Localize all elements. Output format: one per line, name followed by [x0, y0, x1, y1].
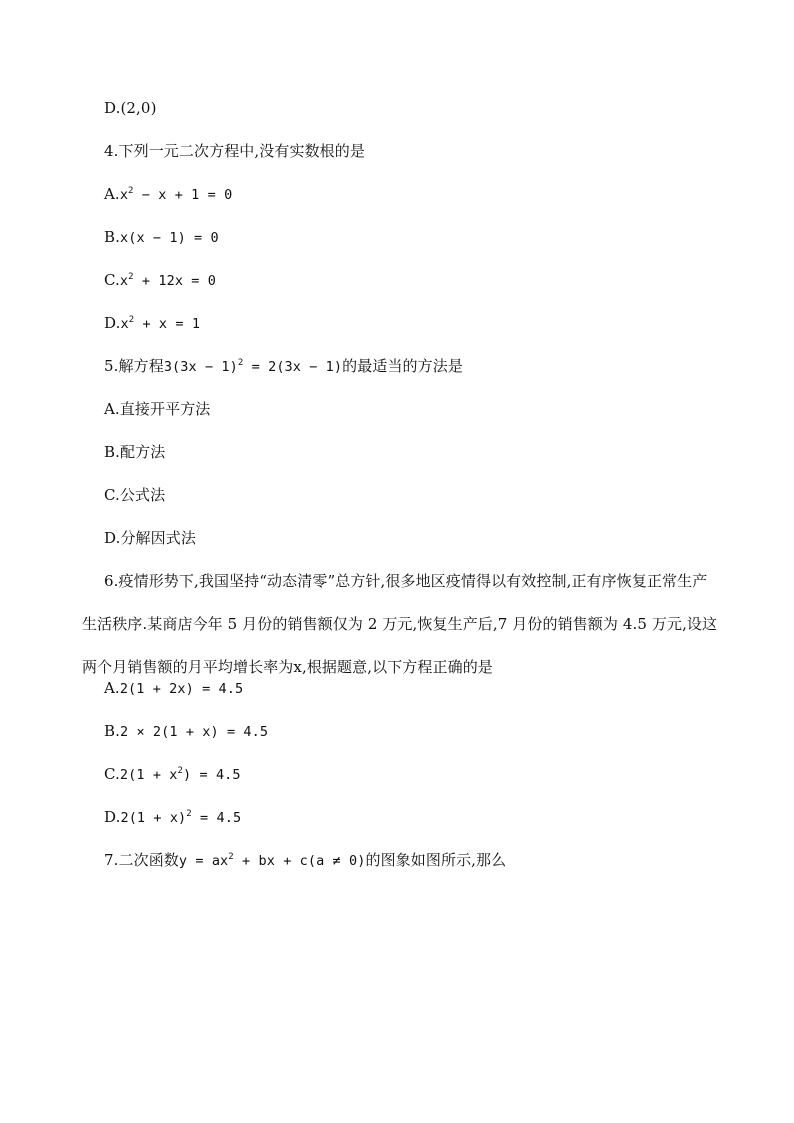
- q7-stem-pre: 7.二次函数: [104, 851, 179, 869]
- q4-stem: [104, 141, 365, 161]
- q6-option-a-label: A.: [104, 679, 120, 697]
- q3-option-d: [104, 98, 157, 118]
- q4-option-d-pre: x: [120, 316, 129, 332]
- q4-stem-text: 4.下列一元二次方程中,没有实数根的是: [104, 142, 365, 160]
- q4-option-c-expr: [120, 273, 216, 289]
- q4-option-c: [104, 270, 216, 291]
- q5-stem-post: 的最适当的方法是: [342, 357, 463, 375]
- q5-option-a-text: A.直接开平方法: [104, 400, 211, 418]
- q6-option-c: [104, 764, 241, 785]
- q4-option-c-label: C.: [104, 271, 120, 289]
- q5-option-b: [104, 442, 165, 462]
- q4-option-a-post: − x + 1 = 0: [133, 187, 233, 203]
- q6-option-c-exponent: 2: [177, 766, 184, 776]
- q4-option-d-label: D.: [104, 314, 121, 332]
- q3-option-d-text: D.(2,0): [104, 99, 157, 117]
- q6-option-d-pre: 2(1 + x): [120, 810, 187, 826]
- q5-option-b-text: B.配方法: [104, 443, 166, 461]
- q5-option-c: [104, 485, 165, 505]
- q4-option-d-exponent: 2: [128, 315, 135, 325]
- q6-option-d-label: D.: [104, 808, 121, 826]
- q7-function-post: + bx + c(a ≠ 0): [233, 853, 366, 869]
- q6-option-a: [104, 678, 243, 699]
- q5-equation: [164, 359, 342, 375]
- q6-option-c-pre: 2(1 + x: [119, 767, 178, 783]
- q5-equation-exponent: 2: [237, 358, 244, 368]
- q6-option-c-post: ) = 4.5: [183, 767, 241, 783]
- q6-option-b: [104, 721, 268, 742]
- q4-option-b: [104, 227, 219, 248]
- q6-option-d-post: = 4.5: [191, 810, 242, 826]
- q4-option-d: [104, 313, 200, 334]
- q5-option-d: [104, 528, 196, 548]
- q4-option-c-post: + 12x = 0: [133, 273, 216, 289]
- q6-option-c-label: C.: [104, 765, 120, 783]
- q5-equation-pre: 3(3x − 1): [163, 359, 238, 375]
- q5-equation-post: = 2(3x − 1): [243, 359, 343, 375]
- q4-option-a-label: A.: [104, 185, 120, 203]
- q4-option-a-expr: [120, 187, 233, 203]
- q5-option-a: [104, 399, 210, 419]
- q4-option-b-label: B.: [104, 228, 120, 246]
- q5-option-d-text: D.分解因式法: [104, 529, 196, 547]
- q6-stem-text: 6.疫情形势下,我国坚持“动态清零”总方针,很多地区疫情得以有效控制,正有序恢复正常生产生活秩序.某商店今年 5 月份的销售额仅为 2 万元,恢复生产后,7 月份的销售额为 4.5 万元,设这两个月销售额的月平均增长率为x,根据题意,以下方程正确的是: [82, 572, 718, 676]
- q6-option-b-expr: 2 × 2(1 + x) = 4.5: [120, 724, 269, 740]
- q6-stem: [82, 560, 722, 689]
- q4-option-c-exponent: 2: [128, 272, 134, 282]
- q6-option-d: [104, 807, 241, 828]
- q7-stem: [104, 850, 506, 871]
- q4-option-d-expr: [120, 316, 200, 332]
- q4-option-a-pre: x: [119, 187, 129, 203]
- q6-option-d-exponent: 2: [186, 809, 192, 819]
- q7-function: [179, 853, 366, 869]
- q4-option-b-expr: x(x − 1) = 0: [120, 230, 219, 246]
- q6-option-d-expr: [120, 810, 241, 826]
- q6-option-b-label: B.: [104, 722, 120, 740]
- q7-stem-post: 的图象如图所示,那么: [365, 851, 507, 869]
- q6-option-c-expr: [120, 767, 241, 783]
- q4-option-d-post: + x = 1: [134, 316, 201, 332]
- q4-option-a-exponent: 2: [128, 186, 134, 196]
- q5-stem: [104, 356, 463, 377]
- q5-stem-pre: 5.解方程: [104, 357, 164, 375]
- q5-option-c-text: C.公式法: [104, 486, 166, 504]
- q4-option-c-pre: x: [119, 273, 129, 289]
- q7-function-pre: y = ax: [178, 853, 229, 869]
- q7-function-exponent: 2: [228, 852, 234, 862]
- q4-option-a: [104, 184, 232, 205]
- q6-option-a-expr: 2(1 + 2x) = 4.5: [119, 681, 244, 697]
